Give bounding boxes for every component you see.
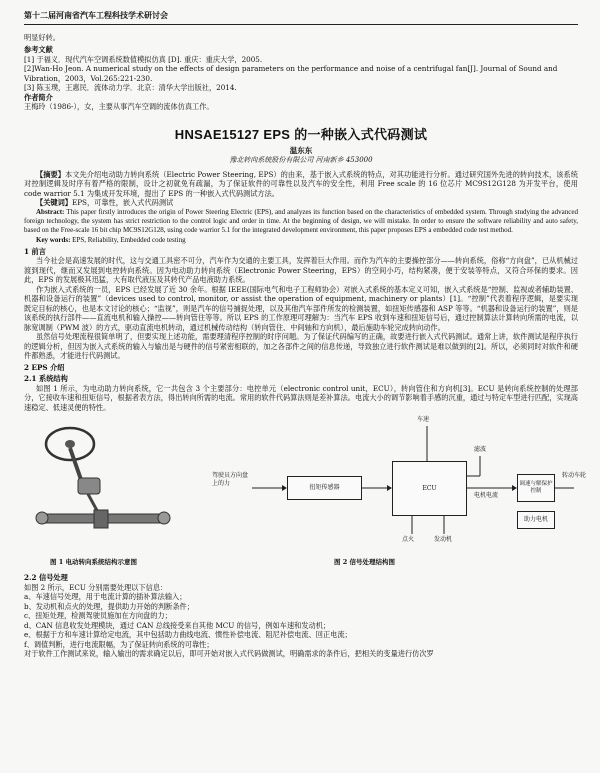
section-2-2-intro: 如图 2 所示，ECU 分别需要处理以下信息： xyxy=(24,582,168,592)
engine-label: 发动机 xyxy=(434,536,453,544)
section-2-2-tail: 对于软件工作测试来说，输入输出的需求确定以后，即可开始对嵌入式代码做测试，明确需求的条件后，把相关的变量进行仿次罗 xyxy=(24,649,434,659)
list-item: a、车速信号处理，用于电流计算的插补算法输入； xyxy=(24,592,187,602)
speed-label: 车速 xyxy=(417,416,430,424)
reference-item: [2]Wan-Ho Jeon. A numerical study on the effects of design parameters on the performance and noise of a centrifugal fan[J]. Journal of Sound and Vibration，2003，Vol.265:221-230. xyxy=(24,64,558,83)
output-label: 转动车轮 xyxy=(562,472,587,480)
protect-control-box: 调速与解保护控制 xyxy=(517,474,555,502)
paper-title: HNSAE15127 EPS 的一种嵌入式代码测试 xyxy=(174,126,428,142)
keywords-en-label: Key words: xyxy=(36,235,71,244)
section-2-1-paragraph: 如图 1 所示，为电动助力转向系统，它一共包含 3 个主要部分：电控单元（electronic control unit，ECU），转向管住和方向机[3]。ECU 是转向系统控制的处理部分，它接收车速和扭矩信号，根据者表方法，得出转向所需的电流。常用的软件代码算法则是差补算法。电流大小的调节影响着手感的沉重，通过与特定车型进行匹配，实现高速稳定、低速灵便的特性。 xyxy=(24,383,578,412)
torque-sensor-box: 扭矩传感器 xyxy=(287,476,362,500)
section-1-heading: 1 前言 xyxy=(24,246,46,256)
list-item: f、调值判断，进行电流限幅，为了保证转向系统的可靠性； xyxy=(24,639,214,649)
keywords-en-text: EPS, Reliability, Embedded code testing xyxy=(72,235,186,244)
list-item: b、发动机和点火的处理，提供助力开始的判断条件； xyxy=(24,601,194,611)
section-2-1-heading: 2.1 系统结构 xyxy=(24,374,68,384)
conference-header: 第十二届河南省汽车工程科技学术研讨会 xyxy=(24,10,578,25)
abstract-cn-label: 【摘要】 xyxy=(36,169,66,179)
current-label: 电机电流 xyxy=(474,492,499,500)
abstract-cn-text: 本文先介绍电动助力转向系统（Electric Power Steering, EPS）的由来，基于嵌入式系统的特点，对其功能进行分析。通过研究国外先进的转向技术，该系统对控制逻辑及时序有着严格的限制，设计之初就免有疏漏，为了保证软件的可靠性以及汽车的安全性，利用 Free scale 的 16 位芯片 MC9S12G128 为开发平台，使用 code warrior 5.1 为集成开发环境，提出了 EPS 的一种嵌入式代码测试方法。 xyxy=(24,169,578,198)
figures-row xyxy=(24,416,587,571)
references-heading: 参考文献 xyxy=(24,45,53,55)
paper-author: 温东东 xyxy=(289,145,313,155)
section-1-paragraph: 作为嵌入式系统的一员，EPS 已经发展了近 30 余年。根据 IEEE(国际电气和电子工程师协会）对嵌入式系统的基本定义可知，嵌入式系统是“控制、监视或者辅助装置、机器和设备运行的装置”（devices used to control, monitor, or assist the operation of equipment, machinery or plants）[1]。“控制”代表着程序逻辑，是要实现既定目标的核心，也是本文讨论的核心；“监视”，则是汽车的信号捕捉处理，以及其他汽车部件所发的检测装置，如扭矩传感器和 ASP 等等。“机器和设备运行的装置”，则是该系统的执行部件——直流电机和输入操控——转向管住等等。所以 EPS 的工作原理可理解为：当汽车 EPS 收到车速和扭矩信号后，通过控制算法计算转向所需的电流，以脉宽调制（PWM 波）的方式，驱动直流电机转动，通过机械传动结构（转向管住、中间轴和方向机），最后施助车轮完成转向动作。 xyxy=(24,284,578,332)
list-item: d、CAN 信息收发处理模块，通过 CAN 总线接受来自其他 MCU 的信号，例如车速和发动机； xyxy=(24,620,331,630)
abstract-en-text: This paper firstly introduces the origin of Power Steering Electric (EPS), and analyzes its function based on the characteristics of embedded system. Through studying the advanced foreign technology, the system has strict restriction to the control logic and order in time. At the beginning of design, we will mistake. In order to ensure the software reliability and auto safety, based on the Free-scale 16 bit chip MC9S12G128, using code warrior 5.1 for the integrated development environment, this paper proposes EPS a embedded code test method. xyxy=(24,207,578,235)
author-intro-heading: 作者简介 xyxy=(24,92,53,102)
section-1-paragraph: 当今社会是高速发展的时代，这与交通工具密不可分，汽车作为交通的主要工具，发挥着巨大作用。而作为汽车的主要操控部分——转向系统，俗称“方向盘”，已从机械过渡到现代，继而又发展到电控转向系统。因为电动助力转向系统（Electronic Power Steering，EPS）的空间小巧，结构紧凑，便于安装等特点，又符合环保的要求。因此，EPS 的发展极其迅猛，大有取代液压及其转代产品电液助力系统。 xyxy=(24,256,578,285)
signal-processing-diagram xyxy=(212,416,600,556)
keywords-cn xyxy=(24,198,578,208)
abstract-cn xyxy=(24,170,578,199)
abstract-en xyxy=(24,208,578,236)
ignition-label: 点火 xyxy=(402,536,415,544)
steering-system-figure xyxy=(28,416,178,556)
assist-motor-box: 助力电机 xyxy=(517,511,555,529)
author-intro-text: 王梅玲（1986-），女，主要从事汽车空调的流体仿真工作。 xyxy=(24,102,214,112)
list-item: c、扭矩处理，检测驾驶员施加在方向盘的力； xyxy=(24,611,172,621)
reference-item: [1] 于福义．现代汽车空调系统数值模拟仿真 [D]. 重庆：重庆大学，2005. xyxy=(24,54,263,64)
figure-2-caption: 图 2 信号处理结构图 xyxy=(334,558,396,567)
figure-1-caption: 图 1 电动转向系统结构示意图 xyxy=(50,558,138,567)
reference-item: [3] 陈玉璞，王惠民．流体动力学．北京：清华大学出版社，2014. xyxy=(24,83,237,93)
intro-tail: 明显好转。 xyxy=(24,32,60,42)
list-item: e、根据于方和车速计算给定电流，其中包括助力曲线电流、惯性补偿电流、阻尼补偿电流、回正电流； xyxy=(24,630,352,640)
section-2-heading: 2 EPS 介绍 xyxy=(24,362,65,372)
paper-affiliation: 豫北转向系统股份有限公司 河南新乡 453000 xyxy=(229,155,373,164)
keywords-en xyxy=(24,236,578,245)
section-2-2-heading: 2.2 信号处理 xyxy=(24,573,68,583)
section-1-paragraph: 虽然信号处理流程很简单明了，但要实现上述功能，需要理清程序控制的时序问题。为了保证代码编写的正确，故要进行嵌入式代码测试。通常上讲，软件测试是程序执行的逻辑分析，但因为嵌入式系统的输入与输出是与硬件的信号紧密相联的，加之各部件之间的信息传递，导致独立进行软件测试是难以做到的[2]。所以，必须同时对软件和硬件都熟悉，才能进行代码测试。 xyxy=(24,332,578,361)
keywords-cn-label: 【关键词】 xyxy=(36,198,72,208)
abstract-en-label: Abstract: xyxy=(36,207,65,216)
filter-label: 滤波 xyxy=(474,446,487,454)
ecu-box: ECU xyxy=(392,461,467,516)
driver-force-label: 驾驶员方向盘上的力 xyxy=(212,472,249,488)
keywords-cn-text: EPS，可靠性，嵌入式代码测试 xyxy=(71,198,174,208)
